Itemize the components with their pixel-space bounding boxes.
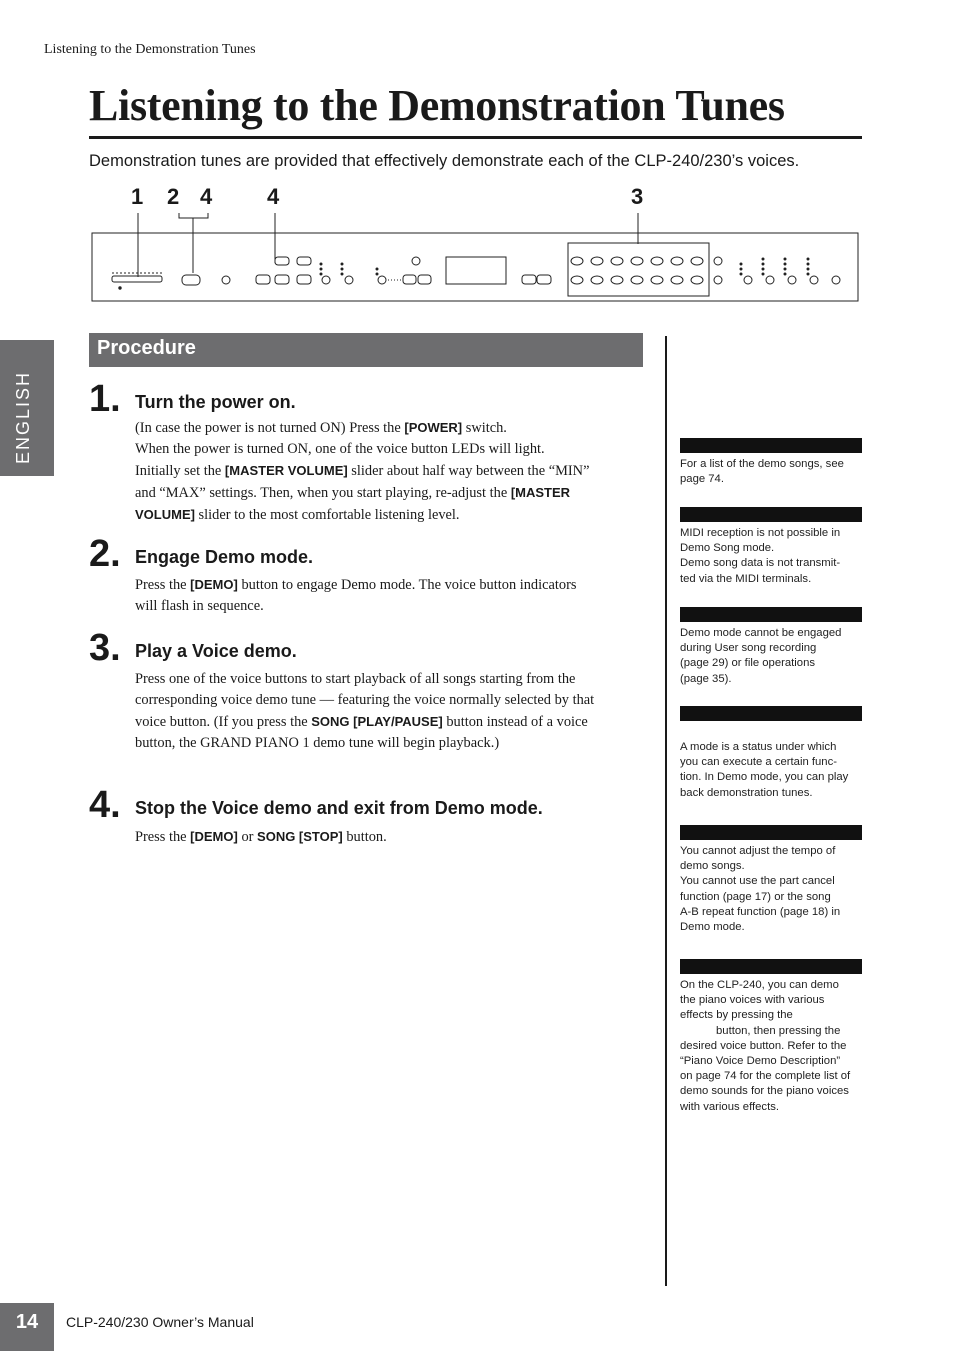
language-tab bbox=[0, 340, 54, 476]
step-body-4: Press the [DEMO] or SONG [STOP] button. bbox=[135, 829, 387, 845]
note-bar-2 bbox=[680, 507, 862, 522]
step-number-3: 3. bbox=[89, 627, 121, 669]
note-bar-5 bbox=[680, 825, 862, 840]
step-body-2: Press the [DEMO] button to engage Demo mode. The voice button indicators will flash in sequence. bbox=[135, 577, 577, 614]
page-title: Listening to the Demonstration Tunes bbox=[89, 81, 785, 130]
step-number-1: 1. bbox=[89, 378, 121, 420]
intro-text: Demonstration tunes are provided that effectively demonstrate each of the CLP-240/230’s voices. bbox=[89, 152, 800, 170]
title-rule bbox=[89, 136, 862, 139]
procedure-heading: Procedure bbox=[97, 337, 196, 359]
note-2: MIDI reception is not possible in Demo Song mode. Demo song data is not transmit- ted via the MIDI terminals. bbox=[680, 527, 841, 585]
procedure-heading-bar bbox=[89, 333, 643, 367]
step-title-2: Engage Demo mode. bbox=[135, 547, 314, 567]
step-title-3: Play a Voice demo. bbox=[135, 641, 297, 661]
note-5: You cannot adjust the tempo of demo songs. You cannot use the part cancel function (page 17) or the song A-B repeat function (page 18) in Demo mode. bbox=[680, 845, 841, 934]
callout-4a: 4 bbox=[200, 184, 213, 209]
language-label: ENGLISH bbox=[13, 370, 33, 464]
note-1: For a list of the demo songs, see page 74. bbox=[680, 458, 844, 486]
note-bar-1 bbox=[680, 438, 862, 453]
page-number: 14 bbox=[15, 1311, 39, 1333]
note-3: Demo mode cannot be engaged during User song recording (page 29) or file operations (page 35). bbox=[680, 627, 842, 685]
step-body-3: Press one of the voice buttons to start playback of all songs starting from the corresponding voice demo tune — featuring the voice normally selected by that voice button. (If you press the SONG [PLAY/PAUSE] button instead of a voice button, the GRAND PIANO 1 demo tune will begin playback.) bbox=[135, 671, 595, 751]
step-number-4: 4. bbox=[89, 784, 121, 826]
step-title-4: Stop the Voice demo and exit from Demo mode. bbox=[135, 798, 543, 818]
callout-4b: 4 bbox=[267, 184, 280, 209]
note-bar-6 bbox=[680, 959, 862, 974]
manual-label: CLP-240/230 Owner’s Manual bbox=[66, 1314, 254, 1330]
control-panel-diagram bbox=[90, 205, 862, 305]
step-title-1: Turn the power on. bbox=[135, 392, 296, 412]
step-body-1: (In case the power is not turned ON) Press the [POWER] switch. When the power is turned ON, one of the voice button LEDs will light. Initially set the [MASTER VOLUME] slider about half way between the “MIN” and “MAX” settings. Then, when you start playing, re-adjust the [MASTER VOLUME] slider to the most comfortable listening level. bbox=[135, 420, 590, 523]
note-4: A mode is a status under which you can execute a certain func- tion. In Demo mode, you can play back demonstration tunes. bbox=[680, 741, 849, 799]
running-head: Listening to the Demonstration Tunes bbox=[44, 42, 256, 57]
step-number-2: 2. bbox=[89, 533, 121, 575]
callout-1: 1 bbox=[131, 184, 144, 209]
note-bar-4 bbox=[680, 706, 862, 721]
note-6: On the CLP-240, you can demo the piano voices with various effects by pressing the button, then pressing the desired voice button. Refer to the “Piano Voice Demo Description” on page 74 for the complete list of demo sounds for the piano voices with various effects. bbox=[680, 979, 851, 1113]
note-bar-3 bbox=[680, 607, 862, 622]
callout-2: 2 bbox=[167, 184, 180, 209]
column-divider bbox=[665, 336, 667, 1286]
callout-3: 3 bbox=[631, 184, 644, 209]
